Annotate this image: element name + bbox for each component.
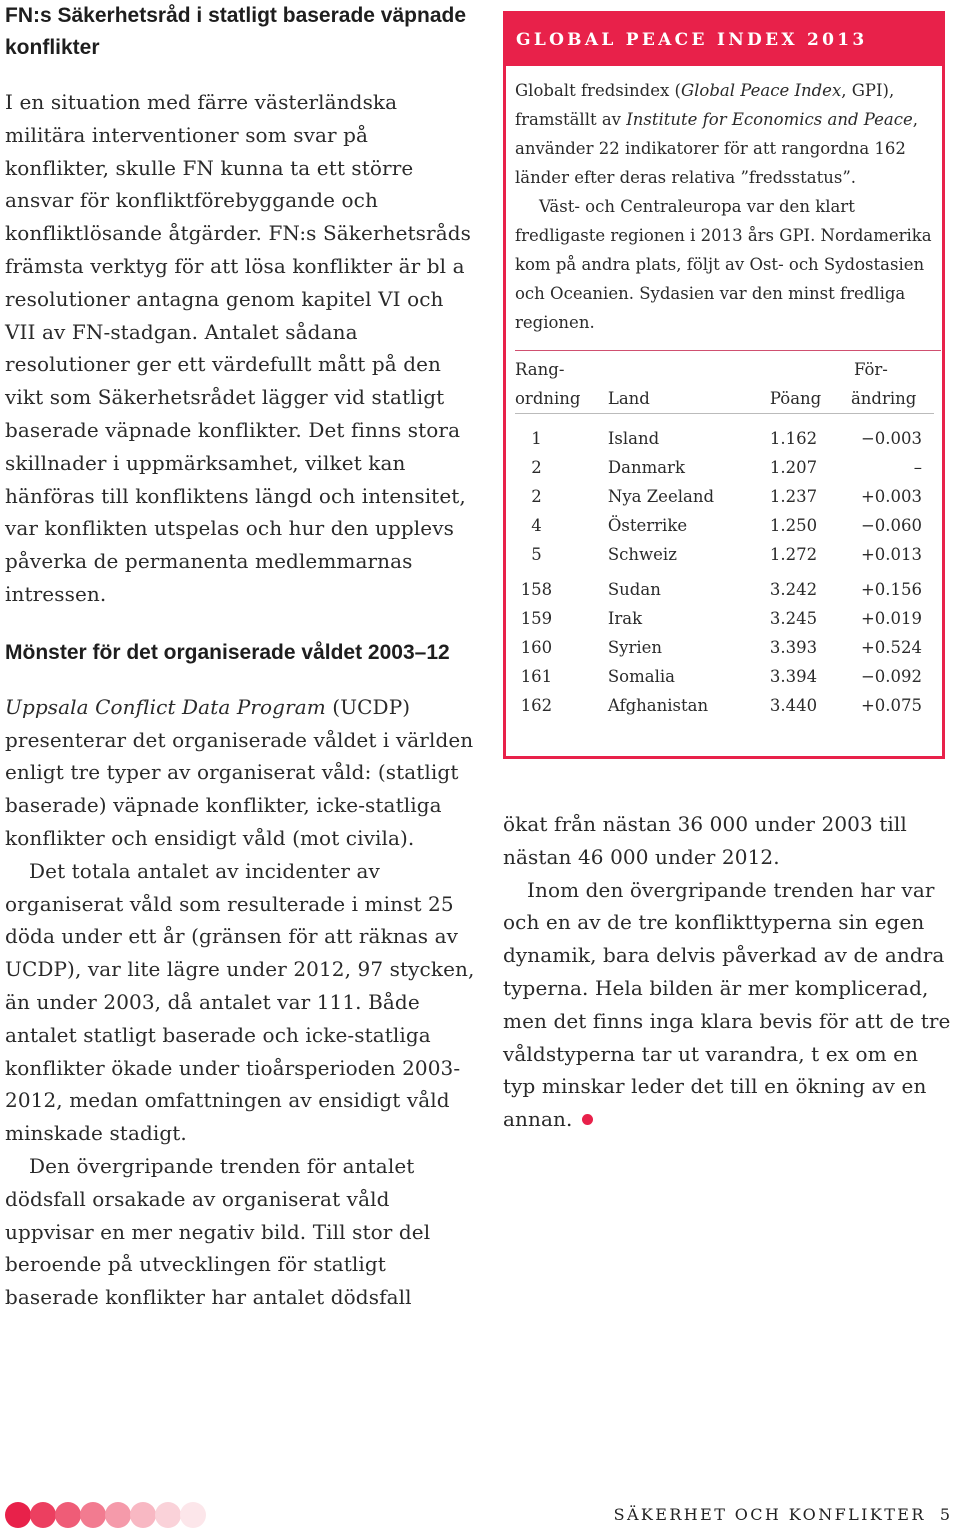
table-bottom-rows xyxy=(515,569,934,720)
paragraph-conflict-dynamics xyxy=(503,874,953,1136)
table-row xyxy=(515,604,934,633)
ucdp-program-name: Uppsala Conflict Data Program xyxy=(5,694,326,719)
rank-cell: 2 xyxy=(531,458,542,477)
right-column-text xyxy=(503,808,953,1136)
footer-dot xyxy=(55,1502,81,1528)
country-cell: Afghanistan xyxy=(607,696,709,715)
section-heading-organized-violence: Mönster för det organiserade våldet 2003–12 xyxy=(5,640,450,664)
footer-dot xyxy=(30,1502,56,1528)
global-peace-index-box xyxy=(503,11,945,759)
rank-cell: 158 xyxy=(520,580,553,599)
end-mark-dot xyxy=(582,1114,593,1125)
table-row xyxy=(515,633,934,662)
paragraph-fatalities-increase: ökat från nästan 36 000 under 2003 till nästan 46 000 under 2012. xyxy=(503,812,907,869)
header-change: För- ändring xyxy=(850,360,917,408)
gpi-box-body xyxy=(506,66,942,720)
country-cell: Island xyxy=(607,429,660,448)
country-cell: Schweiz xyxy=(607,545,677,564)
score-cell: 1.237 xyxy=(769,487,818,506)
gpi-intro-text-b: , GPI), framställt av xyxy=(515,81,895,129)
country-cell: Syrien xyxy=(607,638,663,657)
score-cell: 1.272 xyxy=(769,545,818,564)
score-cell: 1.250 xyxy=(769,516,818,535)
change-cell: +0.524 xyxy=(860,638,922,657)
gpi-regions-paragraph: Väst- och Centraleuropa var den klart fredligaste regionen i 2013 års GPI. Nordamerika kom på andra plats, följt av Ost- och Sydostasien och Oceanien. Sydasien var den minst fredliga regionen. xyxy=(515,197,932,332)
rank-cell: 159 xyxy=(520,609,553,628)
change-cell: +0.075 xyxy=(860,696,922,715)
footer-dot xyxy=(80,1502,106,1528)
rank-cell: 160 xyxy=(520,638,553,657)
table-header-row xyxy=(515,355,934,414)
paragraph-ucdp-intro xyxy=(5,691,475,855)
section-heading-un-security-council: FN:s Säkerhetsråd i statligt baserade väpnade konflikter xyxy=(5,4,467,59)
change-cell: +0.003 xyxy=(860,487,922,506)
table-row xyxy=(515,691,934,720)
left-column xyxy=(5,0,475,1314)
country-cell: Nya Zeeland xyxy=(607,487,715,506)
gpi-ranking-table xyxy=(515,355,934,720)
conflict-dynamics-text: Inom den övergripande trenden har var och en av de tre konflikttyperna sin egen dynamik, bara delvis påverkad av de andra typerna. Hela bilden är mer komplicerad, men det finns inga klara bevis för att de tre våldstyperna tar ut varandra, t ex om en typ minskar leder det till en ökning av en annan. xyxy=(503,877,951,1132)
footer-dot xyxy=(105,1502,131,1528)
score-cell: 3.393 xyxy=(769,638,818,657)
gpi-name-italic: Global Peace Index xyxy=(680,81,842,100)
change-cell: +0.019 xyxy=(860,609,922,628)
rank-cell: 162 xyxy=(520,696,553,715)
rank-cell: 2 xyxy=(531,487,542,506)
gpi-intro-paragraph xyxy=(515,76,934,192)
country-cell: Danmark xyxy=(607,458,685,477)
gpi-intro-text-c: , använder 22 indikatorer för att rangordna 162 länder efter deras relativa ”fredsstatus”. xyxy=(515,110,918,187)
gpi-box-title: GLOBAL PEACE INDEX 2013 xyxy=(506,14,942,66)
rank-cell: 4 xyxy=(531,516,542,535)
change-cell: −0.060 xyxy=(860,516,922,535)
header-rank: Rang- ordning xyxy=(515,360,581,408)
score-cell: 3.245 xyxy=(769,609,818,628)
footer-dot xyxy=(180,1502,206,1528)
country-cell: Österrike xyxy=(607,516,688,535)
gpi-institute-italic: Institute for Economics and Peace xyxy=(626,110,913,129)
footer-section-title: SÄKERHET OCH KONFLIKTER xyxy=(613,1505,926,1524)
rank-cell: 5 xyxy=(531,545,542,564)
rank-cell: 1 xyxy=(531,429,542,448)
footer-dot xyxy=(130,1502,156,1528)
header-country: Land xyxy=(607,389,650,408)
paragraph-incident-count: Det totala antalet av incidenter av organiserat våld som resulterade i minst 25 döda under ett år (gränsen för att räknas av UCDP), var lite lägre under 2012, 97 stycken, än under 2003, då antalet var 111. Både antalet statligt baserade och icke-statliga konflikter ökade under tioårsperioden 2003-2012, medan omfattningen av ensidigt våld minskade stadigt. xyxy=(5,858,475,1146)
ucdp-intro-text: (UCDP) presenterar det organiserade våldet i världen enligt tre typer av organiserat våld: (statligt baserade) väpnade konflikter, icke-statliga konflikter och ensidigt våld (mot civila). xyxy=(5,694,474,850)
country-cell: Irak xyxy=(607,609,643,628)
score-cell: 1.162 xyxy=(769,429,818,448)
page-number: 5 xyxy=(939,1505,950,1524)
gpi-intro-text-a: Globalt fredsindex ( xyxy=(515,81,681,100)
table-row xyxy=(515,540,934,569)
score-cell: 3.394 xyxy=(769,667,818,686)
change-cell: – xyxy=(913,458,922,477)
change-cell: +0.013 xyxy=(860,545,922,564)
table-row xyxy=(515,511,934,540)
footer-running-head xyxy=(614,1502,950,1528)
gpi-divider xyxy=(515,350,941,351)
score-cell: 3.440 xyxy=(769,696,818,715)
table-row xyxy=(515,482,934,511)
header-score: Pöang xyxy=(769,389,822,408)
table-top-rows xyxy=(515,414,934,570)
table-row xyxy=(515,662,934,691)
change-cell: −0.092 xyxy=(860,667,922,686)
score-cell: 3.242 xyxy=(769,580,818,599)
footer-dot-row xyxy=(5,1502,205,1528)
table-row xyxy=(515,453,934,482)
score-cell: 1.207 xyxy=(769,458,818,477)
country-cell: Somalia xyxy=(607,667,675,686)
table-row xyxy=(515,575,934,604)
rank-cell: 161 xyxy=(520,667,553,686)
change-cell: −0.003 xyxy=(860,429,922,448)
change-cell: +0.156 xyxy=(860,580,922,599)
header-rule xyxy=(515,414,934,425)
footer-dot xyxy=(5,1502,31,1528)
paragraph-fatalities-trend: Den övergripande trenden för antalet dödsfall orsakade av organiserat våld uppvisar en mer negativ bild. Till stor del beroende på utvecklingen för statligt baserade konflikter har antalet dödsfall xyxy=(5,1153,431,1310)
footer-dot xyxy=(155,1502,181,1528)
country-cell: Sudan xyxy=(607,580,661,599)
paragraph-un-resolutions: I en situation med färre västerländska militära interventioner som svar på konflikter, skulle FN kunna ta ett större ansvar för konfliktförebyggande och konfliktlösande åtgärder. FN:s Säkerhetsråds främsta verktyg för att lösa konflikter är bl a resolutioner antagna genom kapitel VI och VII av FN-stadgan. Antalet sådana resolutioner ger ett värdefullt mått på den vikt som Säkerhetsrådet lägger vid statligt baserade väpnade konflikter. Det finns stora skillnader i uppmärksamhet, vilket kan hänföras till konfliktens längd och intensitet, var konflikten utspelas och hur den upplevs påverka de permanenta medlemmarnas intressen. xyxy=(5,90,471,606)
table-row xyxy=(515,424,934,453)
